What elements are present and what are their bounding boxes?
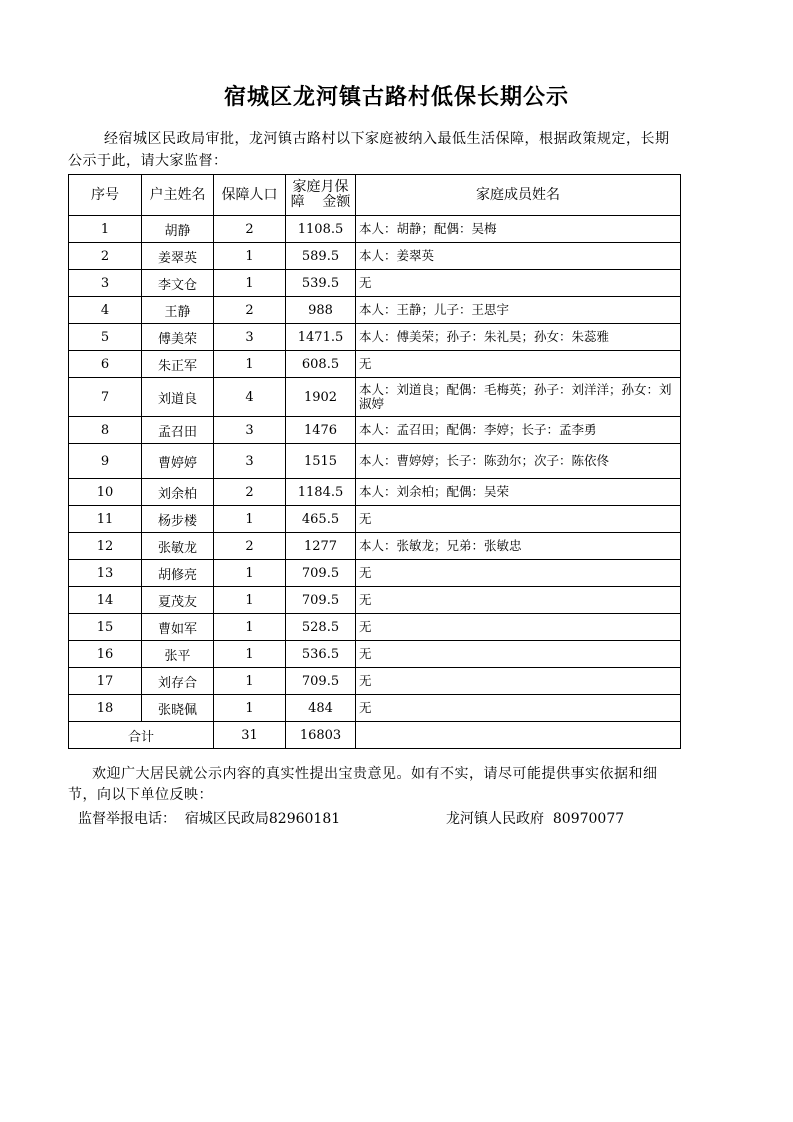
cell-count: 1 [214, 560, 286, 587]
cell-no: 17 [69, 668, 142, 695]
cell-members: 本人：王静；儿子：王思宇 [356, 297, 681, 324]
cell-count: 1 [214, 587, 286, 614]
cell-count: 3 [214, 324, 286, 351]
cell-no: 16 [69, 641, 142, 668]
total-count: 31 [214, 722, 286, 749]
cell-count: 1 [214, 695, 286, 722]
hotline-left: 监督举报电话： 宿城区民政局82960181 [78, 811, 341, 827]
cell-members: 本人：张敏龙；兄弟：张敏忠 [356, 533, 681, 560]
cell-members: 无 [356, 270, 681, 297]
total-row [69, 722, 681, 749]
cell-count: 3 [214, 444, 286, 479]
cell-count: 1 [214, 614, 286, 641]
cell-no: 9 [69, 444, 142, 479]
cell-members: 本人：胡静；配偶：吴梅 [356, 216, 681, 243]
cell-count: 4 [214, 378, 286, 417]
cell-members: 无 [356, 668, 681, 695]
header-amount-line1: 家庭月保 [292, 179, 349, 195]
table-row [69, 641, 681, 668]
cell-count: 1 [214, 668, 286, 695]
cell-count: 1 [214, 641, 286, 668]
cell-amount: 608.5 [286, 351, 356, 378]
table-row [69, 560, 681, 587]
cell-members: 无 [356, 614, 681, 641]
cell-count: 1 [214, 243, 286, 270]
cell-head-name: 王静 [142, 297, 214, 324]
table-row [69, 297, 681, 324]
cell-count: 1 [214, 351, 286, 378]
header-count: 保障人口 [214, 175, 286, 216]
header-no: 序号 [69, 175, 142, 216]
cell-head-name: 刘余柏 [142, 479, 214, 506]
cell-no: 18 [69, 695, 142, 722]
cell-head-name: 傅美荣 [142, 324, 214, 351]
table-row [69, 216, 681, 243]
cell-members: 本人：刘道良；配偶：毛梅英；孙子：刘洋洋；孙女：刘淑婷 [356, 378, 681, 417]
cell-head-name: 朱正军 [142, 351, 214, 378]
cell-amount: 539.5 [286, 270, 356, 297]
cell-amount: 1471.5 [286, 324, 356, 351]
cell-no: 2 [69, 243, 142, 270]
intro-paragraph: 经宿城区民政局审批，龙河镇古路村以下家庭被纳入最低生活保障，根据政策规定，长期公示于此，请大家监督： [68, 131, 670, 169]
cell-no: 6 [69, 351, 142, 378]
cell-head-name: 张敏龙 [142, 533, 214, 560]
cell-amount: 709.5 [286, 560, 356, 587]
cell-no: 10 [69, 479, 142, 506]
cell-head-name: 孟召田 [142, 417, 214, 444]
table-body [69, 216, 681, 722]
table-row [69, 479, 681, 506]
cell-head-name: 胡静 [142, 216, 214, 243]
cell-amount: 589.5 [286, 243, 356, 270]
table-row [69, 444, 681, 479]
cell-head-name: 夏茂友 [142, 587, 214, 614]
cell-amount: 1476 [286, 417, 356, 444]
cell-no: 12 [69, 533, 142, 560]
cell-amount: 1277 [286, 533, 356, 560]
cell-head-name: 李文仓 [142, 270, 214, 297]
table-row [69, 614, 681, 641]
hotline-right: 龙河镇人民政府 80970077 [446, 811, 625, 827]
table-row [69, 270, 681, 297]
cell-amount: 709.5 [286, 668, 356, 695]
cell-no: 3 [69, 270, 142, 297]
cell-head-name: 张平 [142, 641, 214, 668]
table-row [69, 324, 681, 351]
cell-count: 2 [214, 216, 286, 243]
cell-members: 本人：姜翠英 [356, 243, 681, 270]
cell-no: 5 [69, 324, 142, 351]
table-row [69, 695, 681, 722]
cell-members: 无 [356, 560, 681, 587]
cell-head-name: 张晓佩 [142, 695, 214, 722]
cell-head-name: 刘道良 [142, 378, 214, 417]
total-amount: 16803 [286, 722, 356, 749]
cell-head-name: 杨步楼 [142, 506, 214, 533]
footer-note: 欢迎广大居民就公示内容的真实性提出宝贵意见。如有不实，请尽可能提供事实依据和细节，向以下单位反映： [68, 766, 658, 803]
total-label: 合计 [69, 722, 214, 749]
page-title: 宿城区龙河镇古路村低保长期公示 [223, 84, 569, 110]
cell-amount: 528.5 [286, 614, 356, 641]
cell-members: 本人：曹婷婷；长子：陈劲尔；次子：陈依佟 [356, 444, 681, 479]
cell-amount: 1184.5 [286, 479, 356, 506]
cell-no: 11 [69, 506, 142, 533]
cell-members: 无 [356, 587, 681, 614]
cell-amount: 536.5 [286, 641, 356, 668]
table-row [69, 533, 681, 560]
cell-no: 13 [69, 560, 142, 587]
table-row [69, 351, 681, 378]
cell-members: 本人：孟召田；配偶：李婷；长子：孟李勇 [356, 417, 681, 444]
cell-amount: 988 [286, 297, 356, 324]
cell-no: 4 [69, 297, 142, 324]
cell-members: 本人：刘余柏；配偶：吴荣 [356, 479, 681, 506]
cell-amount: 465.5 [286, 506, 356, 533]
cell-no: 7 [69, 378, 142, 417]
cell-no: 8 [69, 417, 142, 444]
cell-count: 3 [214, 417, 286, 444]
table-row [69, 506, 681, 533]
header-amount [286, 175, 356, 216]
header-head-name: 户主姓名 [142, 175, 214, 216]
cell-head-name: 刘存合 [142, 668, 214, 695]
subsidy-table [68, 174, 681, 749]
cell-members: 无 [356, 641, 681, 668]
table-row [69, 417, 681, 444]
cell-no: 14 [69, 587, 142, 614]
cell-count: 2 [214, 297, 286, 324]
total-members [356, 722, 681, 749]
header-members: 家庭成员姓名 [356, 175, 681, 216]
table-row [69, 378, 681, 417]
cell-no: 15 [69, 614, 142, 641]
header-amount-line2: 障 金额 [290, 194, 351, 210]
table-row [69, 668, 681, 695]
cell-members: 本人：傅美荣；孙子：朱礼昊；孙女：朱蕊雅 [356, 324, 681, 351]
cell-head-name: 曹如军 [142, 614, 214, 641]
cell-count: 2 [214, 479, 286, 506]
cell-members: 无 [356, 351, 681, 378]
cell-amount: 709.5 [286, 587, 356, 614]
cell-amount: 1108.5 [286, 216, 356, 243]
cell-no: 1 [69, 216, 142, 243]
cell-members: 无 [356, 506, 681, 533]
cell-count: 2 [214, 533, 286, 560]
cell-amount: 484 [286, 695, 356, 722]
table-row [69, 243, 681, 270]
cell-head-name: 姜翠英 [142, 243, 214, 270]
cell-head-name: 胡修亮 [142, 560, 214, 587]
cell-members: 无 [356, 695, 681, 722]
cell-count: 1 [214, 506, 286, 533]
cell-count: 1 [214, 270, 286, 297]
cell-amount: 1902 [286, 378, 356, 417]
table-header-row [69, 175, 681, 216]
table-row [69, 587, 681, 614]
cell-head-name: 曹婷婷 [142, 444, 214, 479]
cell-amount: 1515 [286, 444, 356, 479]
